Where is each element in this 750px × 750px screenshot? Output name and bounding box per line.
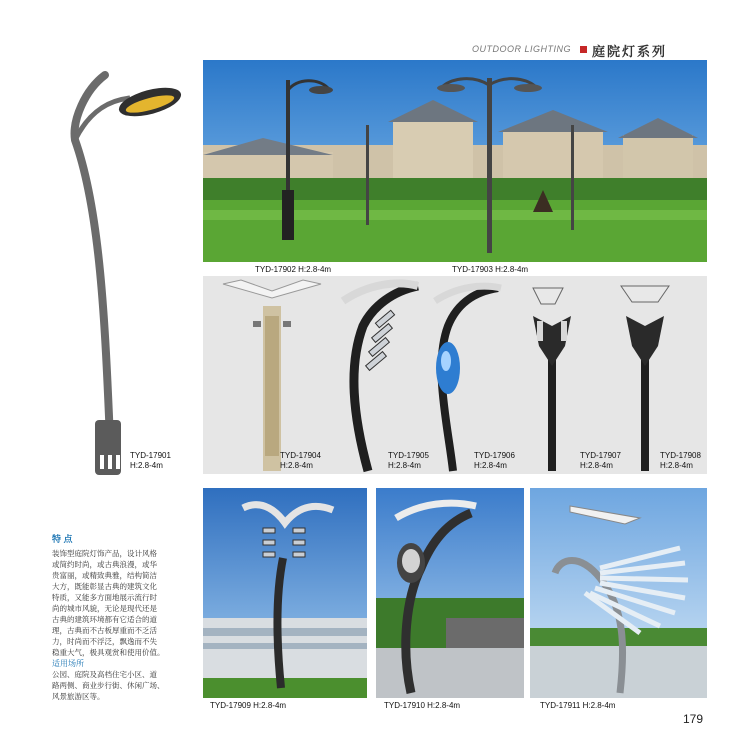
photo-17909: [203, 488, 367, 698]
product-height: H:2.8-4m: [495, 265, 529, 274]
product-height: H:2.8-4m: [474, 461, 507, 470]
product-label-17903: [452, 265, 528, 275]
header-english: OUTDOOR LIGHTING: [472, 44, 572, 54]
product-label-17908: [660, 451, 701, 471]
features-line: 稳重大气，极具观赏和使用价值。: [52, 648, 165, 657]
usage-line: 风景旅游区等。: [52, 692, 105, 701]
product-height: H:2.8-4m: [253, 701, 287, 710]
features-line: 力，时尚而不浮泛，飘逸而不失: [52, 637, 157, 646]
product-height: H:2.8-4m: [580, 461, 613, 470]
photo-chateau-garden: [203, 60, 707, 262]
product-code: TYD-17910: [384, 701, 425, 710]
features-line: 或简约时尚，或古典浪漫，或华: [52, 560, 157, 569]
photo-17910: [376, 488, 524, 698]
product-code: TYD-17908: [660, 451, 701, 460]
product-height: H:2.8-4m: [582, 701, 616, 710]
product-code: TYD-17904: [280, 451, 321, 460]
product-height: H:2.8-4m: [388, 461, 421, 470]
features-line: 理，古典而不古板厚重而不乏活: [52, 626, 157, 635]
features-line: 古典的建筑环境都有它适合的道: [52, 615, 157, 624]
photo-17911: [530, 488, 707, 698]
product-label-17905: [388, 451, 429, 471]
product-label-17906: [474, 451, 515, 471]
product-code: TYD-17902: [255, 265, 296, 274]
features-text: [52, 548, 202, 658]
header-chinese: 庭院灯系列: [592, 45, 668, 60]
product-image-17901: [50, 60, 200, 480]
usage-text: [52, 669, 202, 702]
product-height: H:2.8-4m: [660, 461, 693, 470]
product-label-17902: [255, 265, 331, 275]
usage-line: 路两侧、商业步行街、休闲广场、: [52, 681, 165, 690]
product-code: TYD-17911: [540, 701, 581, 710]
features-line: 特质，又能多方面地展示流行时: [52, 593, 157, 602]
features-block: [52, 532, 202, 702]
product-code: TYD-17909: [210, 701, 251, 710]
product-code: TYD-17907: [580, 451, 621, 460]
product-label-17901: [130, 451, 171, 471]
product-code: TYD-17905: [388, 451, 429, 460]
features-line: 装饰型庭院灯饰产品，设计风格: [52, 549, 157, 558]
features-line: 贵富丽，或精致典雅，结构简洁: [52, 571, 157, 580]
product-row-middle: [203, 276, 707, 474]
usage-line: 公园、庭院及高档住宅小区、道: [52, 670, 157, 679]
product-label-17911: [540, 701, 615, 711]
header-marker: [580, 46, 587, 53]
product-height: H:2.8-4m: [280, 461, 313, 470]
features-title: 特 点: [52, 534, 73, 544]
features-line: 尚的城市风貌，无论是现代还是: [52, 604, 157, 613]
product-label-17910: [384, 701, 460, 711]
features-line: 大方，既能彰显古典的建筑文化: [52, 582, 157, 591]
usage-title: 适用场所: [52, 659, 84, 668]
product-height: H:2.8-4m: [298, 265, 332, 274]
product-height: H:2.8-4m: [427, 701, 461, 710]
product-label-17904: [280, 451, 321, 471]
product-code: TYD-17906: [474, 451, 515, 460]
product-code: TYD-17903: [452, 265, 493, 274]
product-height: H:2.8-4m: [130, 461, 163, 470]
page-number: 179: [683, 712, 704, 726]
product-label-17909: [210, 701, 286, 711]
product-label-17907: [580, 451, 621, 471]
product-code: TYD-17901: [130, 451, 171, 460]
